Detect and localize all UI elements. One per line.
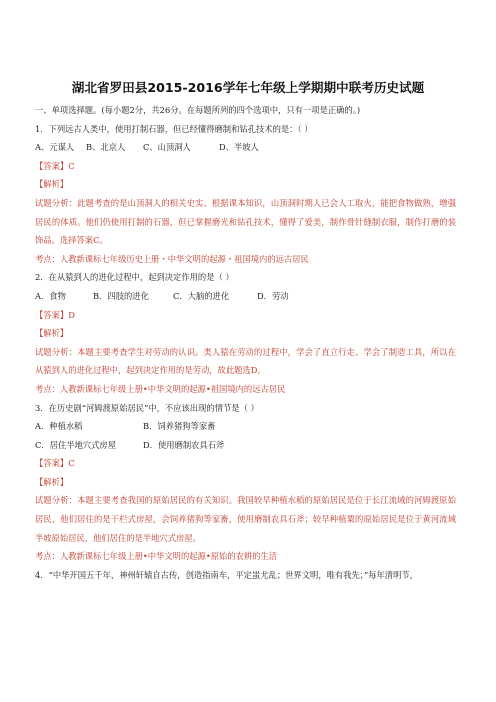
analysis-label: 【解析】 (35, 476, 69, 487)
knowledge-point: 考点：人教新课标七年级历史上册・中华文明的起源・祖国境内的远古居民 (35, 253, 309, 264)
knowledge-point: 考点：人教新课标七年级上册•中华文明的起源•原始的农耕的生活 (35, 551, 278, 562)
question-options (35, 436, 456, 455)
analysis-text: 试题分析：本题主要考查我国的原始居民的有关知识。我国较早种植水稻的原始居民是位于长江流域的河姆渡原始居民，他们居住的是干栏式房屋，会饲养猪狗等家畜，使用磨制农具石斧；较早种植粟的原始居民是位于黄河流域半坡原始居民，他们居住的是半地穴式房屋。 (35, 495, 456, 543)
answer-label: 【答案】C (35, 160, 75, 171)
analysis-text: 试题分析：此题考查的是山顶洞人的相关史实。根据课本知识，山顶洞时期人已会人工取火，能把食物做熟，增强居民的体质。他们仍使用打制的石器，但已掌握磨光和钻孔技术，懂得了爱美，制作骨针缝制衣服，制作打磨的装饰品。选择答案C。 (35, 197, 456, 246)
answer-label: 【答案】D (35, 309, 75, 320)
option-a: A．种植水稻 (35, 421, 83, 432)
question-options (35, 287, 456, 306)
knowledge-point: 考点：人教新课标七年级上册•中华文明的起源•祖国境内的远古居民 (35, 383, 286, 394)
document-body (35, 101, 456, 584)
question-options (35, 138, 456, 157)
question-stem: 3．在历史剧“河姆渡原始居民”中，不应该出现的情节是（ ） (35, 402, 259, 413)
analysis-text: 试题分析：本题主要考查学生对劳动的认识。类人猿在劳动的过程中，学会了直立行走、学会了制造工具，所以在从猿到人的进化过程中，起到决定作用的是劳动，故此题选D。 (35, 346, 456, 376)
analysis-label: 【解析】 (35, 328, 69, 339)
question-stem: 2．在从猿到人的进化过程中，起到决定作用的是（ ） (35, 272, 234, 283)
question-options (35, 417, 456, 436)
option-b: B．饲养猪狗等家畜 (143, 421, 216, 432)
option-c: C．大脑的进化 (173, 290, 230, 301)
answer-label: 【答案】C (35, 458, 75, 469)
option-a: A、元谋人 (35, 142, 75, 153)
option-d: D、半坡人 (219, 142, 259, 153)
section-heading: 一、单项选择题。(每小题2分，共26分。在每题所列的四个选项中，只有一项是正确的。) (35, 105, 361, 115)
page-title: 湖北省罗田县2015-2016学年七年级上学期期中联考历史试题 (71, 80, 425, 95)
option-c: C．居住半地穴式房屋 (35, 439, 117, 450)
option-a: A．食物 (35, 290, 66, 301)
option-b: B．四肢的进化 (93, 290, 149, 301)
analysis-label: 【解析】 (35, 179, 69, 190)
option-d: D．劳动 (257, 290, 289, 301)
option-d: D．使用磨制农具石斧 (143, 439, 225, 450)
question-stem: 4．“中华开国五千年，神州轩辕自古传，创造指南车，平定蚩尤乱；世界文明，唯有我先；”每年清明节， (35, 569, 418, 580)
option-b: B、北京人 (86, 142, 126, 153)
option-c: C、山顶洞人 (143, 142, 191, 153)
question-stem: 1．下列远古人类中，使用打制石器，但已经懂得磨制和钻孔技术的是：（ ） (35, 123, 313, 134)
